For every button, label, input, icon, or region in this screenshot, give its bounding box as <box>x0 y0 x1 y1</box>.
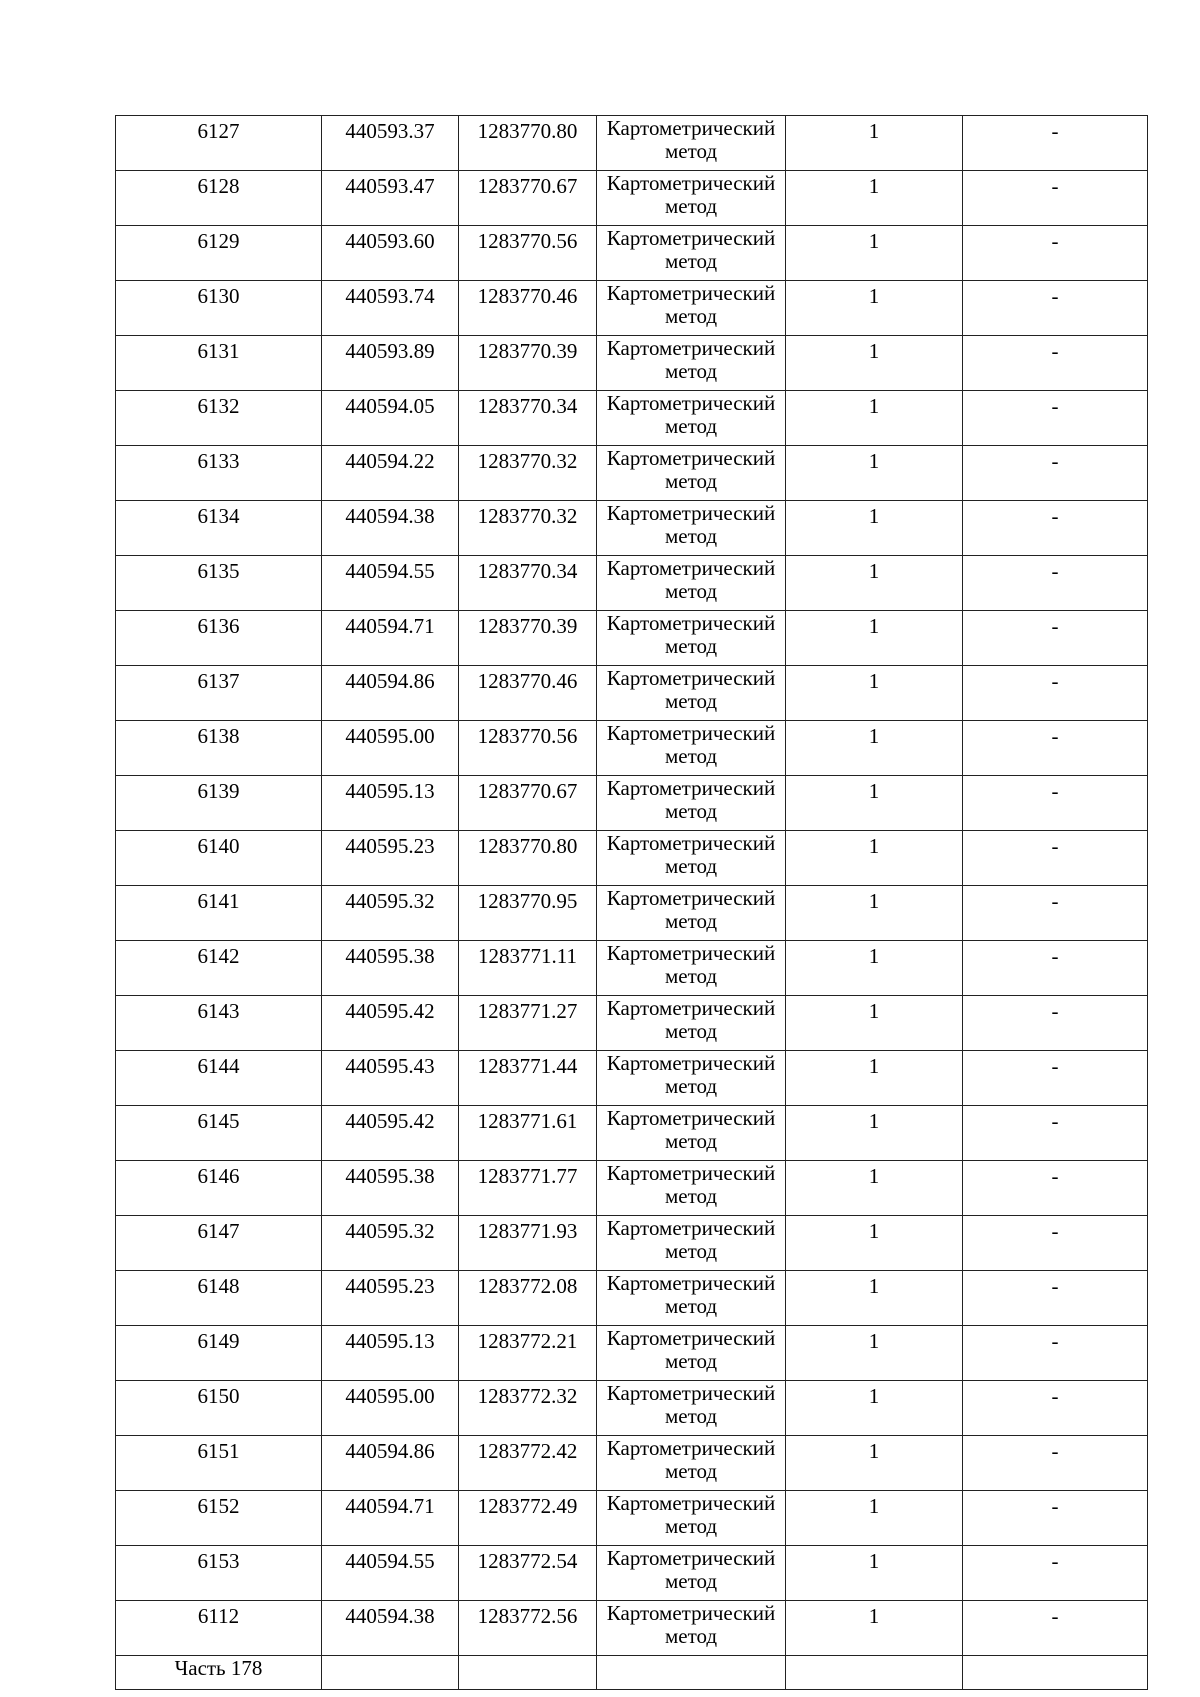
accuracy-cell: 1 <box>786 226 963 281</box>
method-line-2: метод <box>664 744 718 768</box>
method-line-1: Картометрический <box>606 611 776 635</box>
accuracy-cell: 1 <box>786 1601 963 1656</box>
note-cell: - <box>963 996 1148 1051</box>
table-row <box>116 116 1148 171</box>
point-number-cell: 6144 <box>116 1051 322 1106</box>
note-cell: - <box>963 1436 1148 1491</box>
method-cell <box>597 776 786 831</box>
accuracy-cell: 1 <box>786 1161 963 1216</box>
x-coordinate-cell: 440594.71 <box>322 611 459 666</box>
x-coordinate-cell: 440593.47 <box>322 171 459 226</box>
x-coordinate-cell: 440595.23 <box>322 831 459 886</box>
point-number-cell: 6134 <box>116 501 322 556</box>
method-line-2: метод <box>664 1074 718 1098</box>
method-line-1: Картометрический <box>606 226 776 250</box>
note-cell: - <box>963 391 1148 446</box>
note-cell: - <box>963 1491 1148 1546</box>
table-row <box>116 446 1148 501</box>
accuracy-cell: 1 <box>786 501 963 556</box>
x-coordinate-cell: 440594.22 <box>322 446 459 501</box>
y-coordinate-cell: 1283770.46 <box>459 281 597 336</box>
accuracy-cell: 1 <box>786 446 963 501</box>
part-footer-row <box>116 1656 1148 1690</box>
point-number-cell: 6136 <box>116 611 322 666</box>
method-cell <box>597 1326 786 1381</box>
point-number-cell: 6147 <box>116 1216 322 1271</box>
method-line-1: Картометрический <box>606 776 776 800</box>
table-row <box>116 776 1148 831</box>
method-cell <box>597 1106 786 1161</box>
note-cell: - <box>963 1381 1148 1436</box>
accuracy-cell: 1 <box>786 171 963 226</box>
accuracy-cell: 1 <box>786 1271 963 1326</box>
method-line-1: Картометрический <box>606 1271 776 1295</box>
method-cell <box>597 501 786 556</box>
method-line-1: Картометрический <box>606 666 776 690</box>
accuracy-cell: 1 <box>786 1491 963 1546</box>
table-row <box>116 721 1148 776</box>
method-cell <box>597 446 786 501</box>
point-number-cell: 6129 <box>116 226 322 281</box>
method-line-1: Картометрический <box>606 831 776 855</box>
point-number-cell: 6151 <box>116 1436 322 1491</box>
y-coordinate-cell: 1283770.34 <box>459 556 597 611</box>
table-row <box>116 281 1148 336</box>
x-coordinate-cell: 440595.38 <box>322 1161 459 1216</box>
x-coordinate-cell: 440595.38 <box>322 941 459 996</box>
point-number-cell: 6137 <box>116 666 322 721</box>
x-coordinate-cell: 440595.32 <box>322 886 459 941</box>
table-row <box>116 666 1148 721</box>
accuracy-cell: 1 <box>786 1381 963 1436</box>
table-row <box>116 1051 1148 1106</box>
note-cell: - <box>963 941 1148 996</box>
coordinates-table-body <box>116 116 1148 1690</box>
table-row <box>116 336 1148 391</box>
x-coordinate-cell: 440593.89 <box>322 336 459 391</box>
method-cell <box>597 1271 786 1326</box>
table-row <box>116 996 1148 1051</box>
x-coordinate-cell: 440595.42 <box>322 1106 459 1161</box>
y-coordinate-cell: 1283770.46 <box>459 666 597 721</box>
table-row <box>116 501 1148 556</box>
method-line-1: Картометрический <box>606 1546 776 1570</box>
empty-cell <box>322 1656 459 1690</box>
y-coordinate-cell: 1283771.27 <box>459 996 597 1051</box>
table-row <box>116 831 1148 886</box>
y-coordinate-cell: 1283772.56 <box>459 1601 597 1656</box>
note-cell: - <box>963 1216 1148 1271</box>
table-row <box>116 1106 1148 1161</box>
accuracy-cell: 1 <box>786 1546 963 1601</box>
note-cell: - <box>963 116 1148 171</box>
note-cell: - <box>963 1601 1148 1656</box>
y-coordinate-cell: 1283772.49 <box>459 1491 597 1546</box>
point-number-cell: 6142 <box>116 941 322 996</box>
method-line-2: метод <box>664 414 718 438</box>
note-cell: - <box>963 1271 1148 1326</box>
y-coordinate-cell: 1283770.34 <box>459 391 597 446</box>
point-number-cell: 6135 <box>116 556 322 611</box>
y-coordinate-cell: 1283772.42 <box>459 1436 597 1491</box>
x-coordinate-cell: 440594.86 <box>322 666 459 721</box>
point-number-cell: 6139 <box>116 776 322 831</box>
method-line-1: Картометрический <box>606 1051 776 1075</box>
accuracy-cell: 1 <box>786 1106 963 1161</box>
accuracy-cell: 1 <box>786 556 963 611</box>
method-line-1: Картометрический <box>606 556 776 580</box>
method-line-1: Картометрический <box>606 446 776 470</box>
method-line-2: метод <box>664 359 718 383</box>
table-row <box>116 611 1148 666</box>
point-number-cell: 6138 <box>116 721 322 776</box>
y-coordinate-cell: 1283770.67 <box>459 776 597 831</box>
method-cell <box>597 996 786 1051</box>
note-cell: - <box>963 1051 1148 1106</box>
y-coordinate-cell: 1283771.11 <box>459 941 597 996</box>
method-cell <box>597 1381 786 1436</box>
x-coordinate-cell: 440593.74 <box>322 281 459 336</box>
note-cell: - <box>963 1546 1148 1601</box>
y-coordinate-cell: 1283772.32 <box>459 1381 597 1436</box>
method-line-2: метод <box>664 304 718 328</box>
accuracy-cell: 1 <box>786 336 963 391</box>
method-line-1: Картометрический <box>606 1216 776 1240</box>
note-cell: - <box>963 611 1148 666</box>
note-cell: - <box>963 1106 1148 1161</box>
point-number-cell: 6149 <box>116 1326 322 1381</box>
method-cell <box>597 1546 786 1601</box>
note-cell: - <box>963 226 1148 281</box>
y-coordinate-cell: 1283772.54 <box>459 1546 597 1601</box>
method-cell <box>597 1491 786 1546</box>
note-cell: - <box>963 556 1148 611</box>
method-line-1: Картометрический <box>606 281 776 305</box>
point-number-cell: 6150 <box>116 1381 322 1436</box>
point-number-cell: 6152 <box>116 1491 322 1546</box>
method-line-1: Картометрический <box>606 1106 776 1130</box>
method-line-2: метод <box>664 854 718 878</box>
method-line-2: метод <box>664 1129 718 1153</box>
empty-cell <box>963 1656 1148 1690</box>
note-cell: - <box>963 666 1148 721</box>
table-row <box>116 1491 1148 1546</box>
table-row <box>116 941 1148 996</box>
table-row <box>116 556 1148 611</box>
method-cell <box>597 281 786 336</box>
method-line-2: метод <box>664 1459 718 1483</box>
note-cell: - <box>963 721 1148 776</box>
accuracy-cell: 1 <box>786 886 963 941</box>
accuracy-cell: 1 <box>786 996 963 1051</box>
y-coordinate-cell: 1283770.56 <box>459 226 597 281</box>
method-line-1: Картометрический <box>606 1381 776 1405</box>
point-number-cell: 6146 <box>116 1161 322 1216</box>
note-cell: - <box>963 831 1148 886</box>
y-coordinate-cell: 1283770.56 <box>459 721 597 776</box>
x-coordinate-cell: 440595.43 <box>322 1051 459 1106</box>
x-coordinate-cell: 440594.86 <box>322 1436 459 1491</box>
method-line-1: Картометрический <box>606 721 776 745</box>
note-cell: - <box>963 501 1148 556</box>
y-coordinate-cell: 1283772.21 <box>459 1326 597 1381</box>
method-line-2: метод <box>664 1239 718 1263</box>
table-row <box>116 1381 1148 1436</box>
empty-cell <box>597 1656 786 1690</box>
method-line-1: Картометрический <box>606 501 776 525</box>
point-number-cell: 6128 <box>116 171 322 226</box>
method-line-1: Картометрический <box>606 1601 776 1625</box>
y-coordinate-cell: 1283770.39 <box>459 611 597 666</box>
coordinates-table <box>115 115 1148 1690</box>
x-coordinate-cell: 440595.00 <box>322 721 459 776</box>
table-row <box>116 1436 1148 1491</box>
note-cell: - <box>963 1161 1148 1216</box>
table-row <box>116 391 1148 446</box>
accuracy-cell: 1 <box>786 611 963 666</box>
note-cell: - <box>963 171 1148 226</box>
method-cell <box>597 611 786 666</box>
method-cell <box>597 226 786 281</box>
table-row <box>116 1216 1148 1271</box>
x-coordinate-cell: 440595.42 <box>322 996 459 1051</box>
point-number-cell: 6133 <box>116 446 322 501</box>
y-coordinate-cell: 1283770.80 <box>459 116 597 171</box>
empty-cell <box>786 1656 963 1690</box>
method-line-2: метод <box>664 799 718 823</box>
x-coordinate-cell: 440595.23 <box>322 1271 459 1326</box>
method-line-2: метод <box>664 1019 718 1043</box>
method-cell <box>597 1161 786 1216</box>
note-cell: - <box>963 1326 1148 1381</box>
table-row <box>116 1326 1148 1381</box>
method-line-2: метод <box>664 1624 718 1648</box>
method-cell <box>597 886 786 941</box>
method-cell <box>597 721 786 776</box>
method-cell <box>597 336 786 391</box>
method-line-2: метод <box>664 1569 718 1593</box>
method-line-2: метод <box>664 1514 718 1538</box>
y-coordinate-cell: 1283770.39 <box>459 336 597 391</box>
point-number-cell: 6127 <box>116 116 322 171</box>
note-cell: - <box>963 886 1148 941</box>
x-coordinate-cell: 440595.13 <box>322 776 459 831</box>
point-number-cell: 6153 <box>116 1546 322 1601</box>
point-number-cell: 6148 <box>116 1271 322 1326</box>
point-number-cell: 6112 <box>116 1601 322 1656</box>
method-line-1: Картометрический <box>606 886 776 910</box>
table-row <box>116 886 1148 941</box>
method-line-1: Картометрический <box>606 1161 776 1185</box>
point-number-cell: 6132 <box>116 391 322 446</box>
point-number-cell: 6130 <box>116 281 322 336</box>
method-line-2: метод <box>664 689 718 713</box>
y-coordinate-cell: 1283770.67 <box>459 171 597 226</box>
method-line-1: Картометрический <box>606 941 776 965</box>
x-coordinate-cell: 440594.38 <box>322 1601 459 1656</box>
method-line-2: метод <box>664 579 718 603</box>
accuracy-cell: 1 <box>786 1436 963 1491</box>
method-line-2: метод <box>664 909 718 933</box>
method-cell <box>597 171 786 226</box>
table-row <box>116 1546 1148 1601</box>
x-coordinate-cell: 440595.32 <box>322 1216 459 1271</box>
point-number-cell: 6131 <box>116 336 322 391</box>
x-coordinate-cell: 440593.60 <box>322 226 459 281</box>
table-row <box>116 226 1148 281</box>
table-row <box>116 1161 1148 1216</box>
method-line-2: метод <box>664 1349 718 1373</box>
table-row <box>116 1601 1148 1656</box>
method-line-1: Картометрический <box>606 1326 776 1350</box>
y-coordinate-cell: 1283771.44 <box>459 1051 597 1106</box>
x-coordinate-cell: 440593.37 <box>322 116 459 171</box>
note-cell: - <box>963 776 1148 831</box>
method-line-2: метод <box>664 1404 718 1428</box>
y-coordinate-cell: 1283772.08 <box>459 1271 597 1326</box>
y-coordinate-cell: 1283770.32 <box>459 446 597 501</box>
method-cell <box>597 116 786 171</box>
method-line-2: метод <box>664 524 718 548</box>
empty-cell <box>459 1656 597 1690</box>
y-coordinate-cell: 1283771.77 <box>459 1161 597 1216</box>
accuracy-cell: 1 <box>786 1326 963 1381</box>
accuracy-cell: 1 <box>786 721 963 776</box>
accuracy-cell: 1 <box>786 281 963 336</box>
point-number-cell: 6140 <box>116 831 322 886</box>
x-coordinate-cell: 440594.05 <box>322 391 459 446</box>
method-line-1: Картометрический <box>606 171 776 195</box>
y-coordinate-cell: 1283770.80 <box>459 831 597 886</box>
method-line-1: Картометрический <box>606 996 776 1020</box>
method-line-2: метод <box>664 249 718 273</box>
method-line-2: метод <box>664 194 718 218</box>
x-coordinate-cell: 440595.00 <box>322 1381 459 1436</box>
note-cell: - <box>963 446 1148 501</box>
note-cell: - <box>963 281 1148 336</box>
x-coordinate-cell: 440594.55 <box>322 1546 459 1601</box>
accuracy-cell: 1 <box>786 776 963 831</box>
accuracy-cell: 1 <box>786 1216 963 1271</box>
method-line-1: Картометрический <box>606 1491 776 1515</box>
method-line-2: метод <box>664 634 718 658</box>
method-cell <box>597 1051 786 1106</box>
method-line-2: метод <box>664 1184 718 1208</box>
method-cell <box>597 831 786 886</box>
point-number-cell: 6143 <box>116 996 322 1051</box>
accuracy-cell: 1 <box>786 1051 963 1106</box>
x-coordinate-cell: 440594.71 <box>322 1491 459 1546</box>
table-row <box>116 171 1148 226</box>
accuracy-cell: 1 <box>786 941 963 996</box>
method-cell <box>597 556 786 611</box>
table-row <box>116 1271 1148 1326</box>
accuracy-cell: 1 <box>786 116 963 171</box>
y-coordinate-cell: 1283771.61 <box>459 1106 597 1161</box>
y-coordinate-cell: 1283770.95 <box>459 886 597 941</box>
x-coordinate-cell: 440595.13 <box>322 1326 459 1381</box>
method-line-2: метод <box>664 139 718 163</box>
note-cell: - <box>963 336 1148 391</box>
method-line-1: Картометрический <box>606 116 776 140</box>
accuracy-cell: 1 <box>786 391 963 446</box>
point-number-cell: 6141 <box>116 886 322 941</box>
method-line-1: Картометрический <box>606 391 776 415</box>
method-cell <box>597 1216 786 1271</box>
method-cell <box>597 941 786 996</box>
method-line-2: метод <box>664 469 718 493</box>
method-cell <box>597 1601 786 1656</box>
part-label: Часть 178 <box>116 1656 322 1690</box>
x-coordinate-cell: 440594.55 <box>322 556 459 611</box>
accuracy-cell: 1 <box>786 666 963 721</box>
method-cell <box>597 1436 786 1491</box>
method-line-2: метод <box>664 1294 718 1318</box>
method-line-1: Картометрический <box>606 1436 776 1460</box>
method-line-2: метод <box>664 964 718 988</box>
y-coordinate-cell: 1283770.32 <box>459 501 597 556</box>
method-line-1: Картометрический <box>606 336 776 360</box>
method-cell <box>597 666 786 721</box>
y-coordinate-cell: 1283771.93 <box>459 1216 597 1271</box>
point-number-cell: 6145 <box>116 1106 322 1161</box>
accuracy-cell: 1 <box>786 831 963 886</box>
method-cell <box>597 391 786 446</box>
x-coordinate-cell: 440594.38 <box>322 501 459 556</box>
